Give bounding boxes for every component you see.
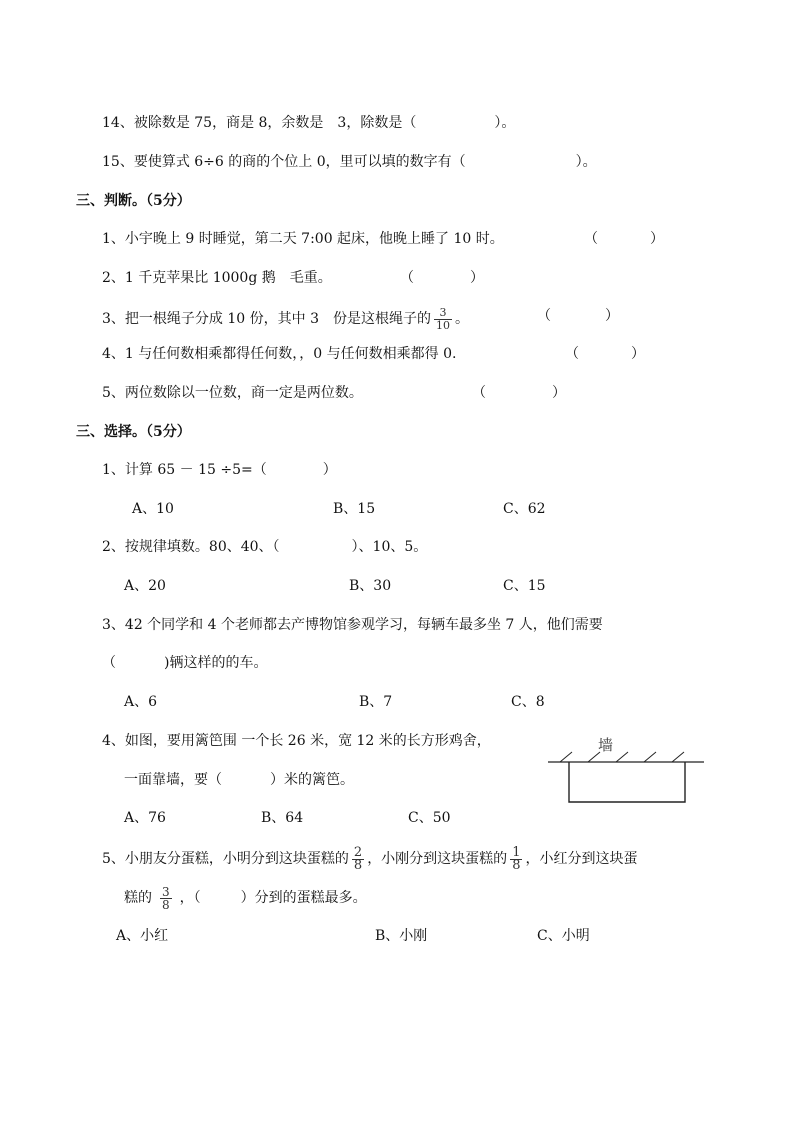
- choice-question-2: 2、按规律填数。80、40、（ ）、10、5。: [102, 539, 428, 555]
- option-a[interactable]: A、76: [124, 810, 166, 826]
- question-14: 14、被除数是 75，商是 8，余数是 3，除数是（ ）。: [102, 115, 516, 131]
- option-a[interactable]: A、20: [124, 578, 166, 594]
- wall-fence-diagram: [548, 730, 704, 806]
- option-c[interactable]: C、8: [511, 694, 545, 710]
- option-c[interactable]: C、62: [503, 501, 546, 517]
- option-c[interactable]: C、15: [503, 578, 546, 594]
- choice-question-1: 1、计算 65 － 15 ÷5=（ ）: [102, 462, 337, 478]
- question-15: 15、要使算式 6÷6 的商的个位上 0，里可以填的数字有（ ）。: [102, 154, 597, 170]
- option-c[interactable]: C、小明: [537, 928, 590, 944]
- wall-hatch: [644, 752, 656, 762]
- choice-question-4-line1: 4、如图，要用篱笆围 一个长 26 米，宽 12 米的长方形鸡舍，: [102, 733, 491, 749]
- option-b[interactable]: B、64: [261, 810, 304, 826]
- option-a[interactable]: A、10: [132, 501, 174, 517]
- option-c[interactable]: C、50: [408, 810, 451, 826]
- wall-hatch: [616, 752, 628, 762]
- choice-question-4-line2: 一面靠墙，要（ ）米的篱笆。: [124, 772, 354, 788]
- choice-question-3-line2: （ )辆这样的的车。: [102, 655, 268, 671]
- option-b[interactable]: B、15: [333, 501, 376, 517]
- judge-item-4: 4、1 与任何数相乘都得任何数，，0 与任何数相乘都得 0.: [102, 346, 457, 362]
- wall-hatch: [560, 752, 572, 762]
- fence-rectangle: [569, 762, 685, 802]
- judge-answer-2[interactable]: （ ）: [400, 270, 484, 286]
- option-a[interactable]: A、小红: [116, 928, 169, 944]
- judge-item-2: 2、1 千克苹果比 1000g 鹅 毛重。: [102, 270, 332, 286]
- section-heading-judge: 三、判断。（5分）: [76, 193, 191, 209]
- fraction: $\frac{3}{8}$: [162, 884, 170, 912]
- choice-question-5-line2: 糕的 $\frac{3}{8}$ ，（ ）分到的蛋糕最多。: [124, 884, 367, 912]
- section-heading-choice: 三、选择。（5分）: [76, 424, 191, 440]
- judge-item-3: 3、把一根绳子分成 10 份，其中 3 份是这根绳子的 $\frac{3}{10}$ 。: [102, 305, 469, 332]
- wall-label: 墙: [598, 736, 614, 754]
- fraction: $\frac{3}{10}$: [435, 305, 450, 332]
- judge-answer-3[interactable]: （ ）: [537, 308, 619, 324]
- judge-item-5: 5、两位数除以一位数，商一定是两位数。: [102, 385, 363, 401]
- judge-answer-4[interactable]: （ ）: [565, 346, 645, 362]
- choice-question-3-line1: 3、42 个同学和 4 个老师都去产博物馆参观学习，每辆车最多坐 7 人，他们需要: [102, 617, 603, 633]
- choice-question-5-line1: 5、小朋友分蛋糕，小明分到这块蛋糕的 $\frac{2}{8}$ ，小刚分到这块蛋糕的 $\frac{1}{8}$ ，小红分到这块蛋: [102, 844, 638, 873]
- judge-answer-1[interactable]: （ ）: [584, 231, 664, 247]
- wall-hatch: [672, 752, 684, 762]
- judge-item-1: 1、小宇晚上 9 时睡觉，第二天 7:00 起床，他晚上睡了 10 时。: [102, 231, 504, 247]
- option-b[interactable]: B、7: [359, 694, 393, 710]
- option-b[interactable]: B、小刚: [375, 928, 428, 944]
- option-b[interactable]: B、30: [349, 578, 392, 594]
- fraction: $\frac{2}{8}$: [353, 844, 363, 873]
- option-a[interactable]: A、6: [124, 694, 158, 710]
- judge-answer-5[interactable]: （ ）: [472, 385, 566, 401]
- fraction: $\frac{1}{8}$: [512, 844, 521, 873]
